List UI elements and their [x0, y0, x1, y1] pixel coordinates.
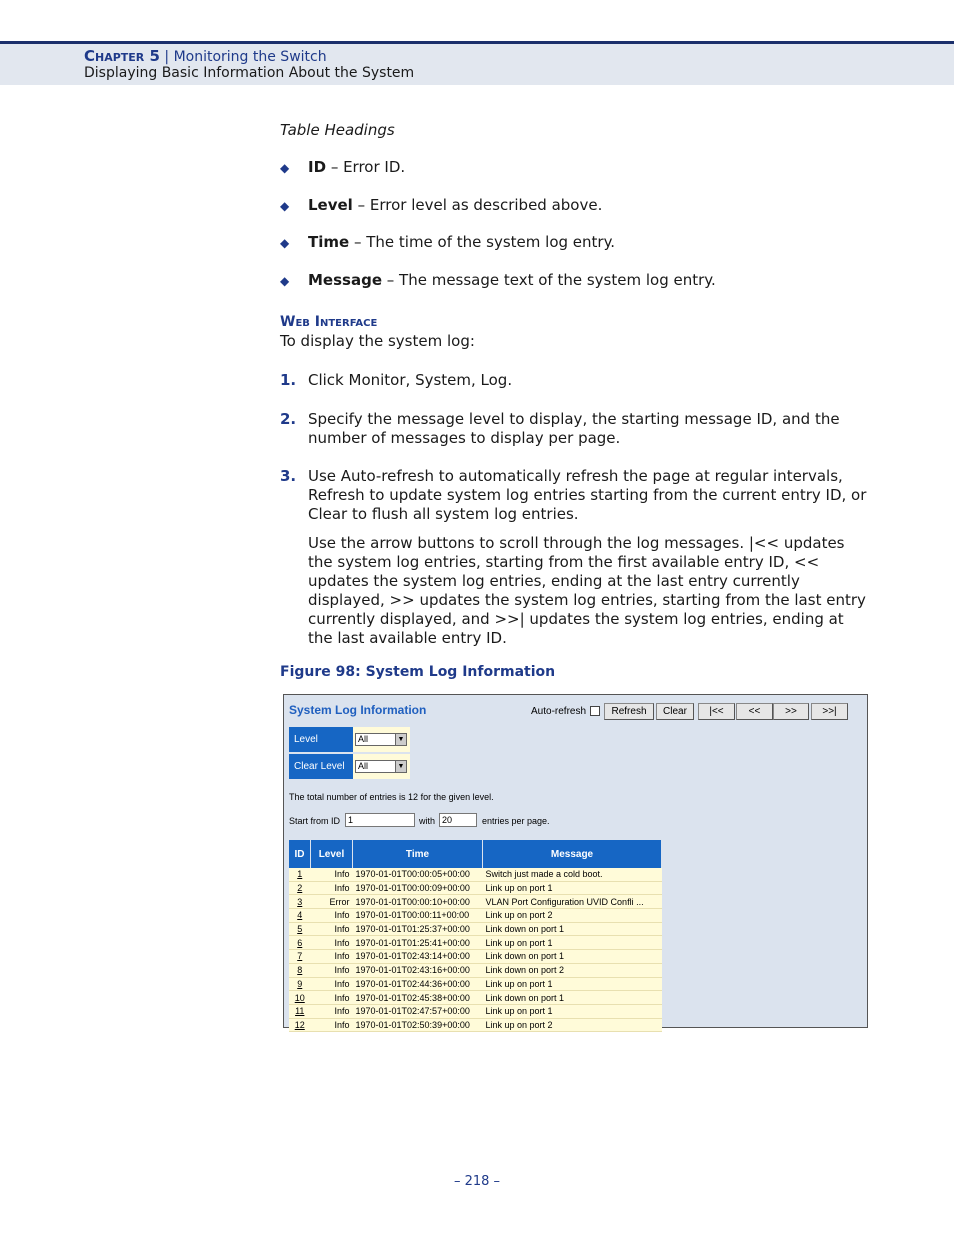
clear-level-select-value: All — [358, 761, 369, 771]
diamond-bullet-icon: ◆ — [280, 161, 290, 175]
table-row — [289, 895, 662, 909]
log-entry-level: Info — [311, 922, 353, 936]
log-entry-level: Info — [311, 1018, 353, 1032]
table-row — [289, 991, 662, 1005]
table-row — [289, 881, 662, 895]
log-entry-time: 1970-01-01T01:25:41+00:00 — [353, 936, 483, 950]
heading-desc: – The time of the system log entry. — [349, 233, 616, 251]
heading-desc: – Error level as described above. — [352, 196, 603, 214]
screen-title: System Log Information — [289, 703, 427, 717]
heading-desc: – Error ID. — [326, 158, 406, 176]
previous-page-button[interactable]: << — [736, 703, 773, 720]
log-entry-time: 1970-01-01T02:44:36+00:00 — [353, 977, 483, 991]
log-entry-id-link[interactable]: 5 — [289, 922, 311, 936]
web-interface-intro: To display the system log: — [280, 332, 475, 350]
table-body — [289, 868, 662, 1032]
web-interface-heading: Web Interface — [280, 314, 378, 330]
log-entry-id-link[interactable]: 12 — [289, 1018, 311, 1032]
log-entry-message: Link up on port 1 — [483, 936, 662, 950]
column-header-id: ID — [289, 840, 311, 868]
log-entry-level: Error — [311, 895, 353, 909]
chevron-down-icon: ▼ — [395, 761, 406, 772]
log-entry-message: Switch just made a cold boot. — [483, 868, 662, 881]
table-row — [289, 868, 662, 881]
log-entry-id-link[interactable]: 1 — [289, 868, 311, 881]
figure-caption: Figure 98: System Log Information — [280, 664, 556, 680]
table-row — [289, 1004, 662, 1018]
log-entry-id-link[interactable]: 6 — [289, 936, 311, 950]
log-entry-message: Link up on port 2 — [483, 909, 662, 923]
log-entry-time: 1970-01-01T01:25:37+00:00 — [353, 922, 483, 936]
step-text: Click Monitor, System, Log. — [308, 371, 513, 389]
log-entry-message: Link down on port 1 — [483, 950, 662, 964]
last-page-button[interactable]: >>| — [811, 703, 848, 720]
column-header-message: Message — [483, 840, 662, 868]
log-entry-message: Link up on port 2 — [483, 1018, 662, 1032]
log-entry-time: 1970-01-01T02:43:14+00:00 — [353, 950, 483, 964]
level-select[interactable] — [355, 733, 407, 746]
arrow-buttons-note: Use the arrow buttons to scroll through the log messages. |<< updates the system log entries, starting from the first available entry ID, << updates the system log entries, ending at the last entry currently displayed, >> updates the system log entries, starting from the last entry currently displayed, and >>| updates the system log entries, ending at the last available entry ID. — [308, 534, 866, 647]
step-text: Specify the message level to display, the starting message ID, and the number of messages to display per page. — [308, 410, 840, 447]
chapter-line — [84, 47, 327, 65]
log-entry-time: 1970-01-01T00:00:10+00:00 — [353, 895, 483, 909]
table-row — [289, 909, 662, 923]
log-entry-time: 1970-01-01T02:47:57+00:00 — [353, 1004, 483, 1018]
section-title: Displaying Basic Information About the System — [84, 65, 415, 81]
log-entry-time: 1970-01-01T02:50:39+00:00 — [353, 1018, 483, 1032]
next-page-button[interactable]: >> — [773, 703, 809, 720]
heading-term: Time — [308, 233, 350, 251]
first-page-button[interactable]: |<< — [698, 703, 735, 720]
log-entry-id-link[interactable]: 10 — [289, 991, 311, 1005]
log-entry-time: 1970-01-01T02:43:16+00:00 — [353, 963, 483, 977]
table-row — [289, 936, 662, 950]
log-entry-time: 1970-01-01T00:00:05+00:00 — [353, 868, 483, 881]
chapter-label: Chapter 5 — [84, 47, 160, 65]
chevron-down-icon: ▼ — [395, 734, 406, 745]
heading-term: Level — [308, 196, 353, 214]
log-entry-level: Info — [311, 881, 353, 895]
table-header-row — [289, 840, 662, 868]
auto-refresh-label: Auto-refresh — [531, 706, 587, 717]
log-entry-level: Info — [311, 936, 353, 950]
table-headings-title: Table Headings — [280, 121, 395, 139]
log-entry-message: Link down on port 2 — [483, 963, 662, 977]
table-row — [289, 963, 662, 977]
log-entry-level: Info — [311, 868, 353, 881]
log-entry-level: Info — [311, 950, 353, 964]
table-row — [289, 1018, 662, 1032]
diamond-bullet-icon: ◆ — [280, 274, 290, 288]
log-entry-message: VLAN Port Configuration UVID Confli ... — [483, 895, 662, 909]
log-entry-level: Info — [311, 909, 353, 923]
clear-level-cell — [353, 754, 410, 779]
log-entry-message: Link down on port 1 — [483, 991, 662, 1005]
log-entry-level: Info — [311, 1004, 353, 1018]
auto-refresh-checkbox[interactable] — [590, 706, 600, 716]
entries-per-page-input[interactable]: 20 — [439, 813, 477, 827]
diamond-bullet-icon: ◆ — [280, 236, 290, 250]
refresh-button[interactable]: Refresh — [604, 703, 654, 720]
clear-button[interactable]: Clear — [656, 703, 694, 720]
log-entry-message: Link down on port 1 — [483, 922, 662, 936]
table-row — [289, 950, 662, 964]
log-entry-level: Info — [311, 991, 353, 1005]
start-id-input[interactable]: 1 — [345, 813, 415, 827]
log-entry-id-link[interactable]: 3 — [289, 895, 311, 909]
clear-level-label: Clear Level — [289, 754, 353, 779]
table-row — [289, 922, 662, 936]
step-text: Use Auto-refresh to automatically refresh the page at regular intervals, Refresh to update system log entries starting from the current entry ID, or Clear to flush all system log entries. — [308, 467, 867, 523]
log-entry-id-link[interactable]: 7 — [289, 950, 311, 964]
column-header-level: Level — [311, 840, 353, 868]
heading-term: Message — [308, 271, 382, 289]
level-label: Level — [289, 727, 353, 752]
level-select-value: All — [358, 734, 369, 744]
log-entry-id-link[interactable]: 9 — [289, 977, 311, 991]
step-number: 2. — [280, 410, 297, 428]
log-entry-time: 1970-01-01T00:00:09+00:00 — [353, 881, 483, 895]
entries-per-page-label: entries per page. — [482, 816, 550, 826]
step-number: 3. — [280, 467, 297, 485]
page-number: – 218 – — [453, 1174, 501, 1189]
system-log-screenshot — [283, 694, 868, 1028]
start-from-label: Start from ID — [289, 816, 341, 826]
log-entry-time: 1970-01-01T00:00:11+00:00 — [353, 909, 483, 923]
log-entry-message: Link up on port 1 — [483, 1004, 662, 1018]
clear-level-select[interactable] — [355, 760, 407, 773]
level-cell — [353, 727, 410, 752]
heading-desc: – The message text of the system log entry. — [382, 271, 716, 289]
log-entry-id-link[interactable]: 2 — [289, 881, 311, 895]
column-header-time: Time — [353, 840, 483, 868]
heading-term: ID — [308, 158, 327, 176]
log-entry-level: Info — [311, 977, 353, 991]
header-separator: | — [164, 49, 170, 65]
step-number: 1. — [280, 371, 297, 389]
with-label: with — [419, 816, 436, 826]
diamond-bullet-icon: ◆ — [280, 199, 290, 213]
log-entry-id-link[interactable]: 8 — [289, 963, 311, 977]
chapter-title: Monitoring the Switch — [173, 49, 327, 65]
log-entry-level: Info — [311, 963, 353, 977]
log-entry-id-link[interactable]: 11 — [289, 1004, 311, 1018]
table-row — [289, 977, 662, 991]
log-entry-time: 1970-01-01T02:45:38+00:00 — [353, 991, 483, 1005]
log-entry-id-link[interactable]: 4 — [289, 909, 311, 923]
system-log-table — [289, 840, 662, 1032]
total-entries-text: The total number of entries is 12 for the given level. — [289, 792, 494, 802]
log-entry-message: Link up on port 1 — [483, 881, 662, 895]
running-header — [0, 41, 954, 85]
log-entry-message: Link up on port 1 — [483, 977, 662, 991]
